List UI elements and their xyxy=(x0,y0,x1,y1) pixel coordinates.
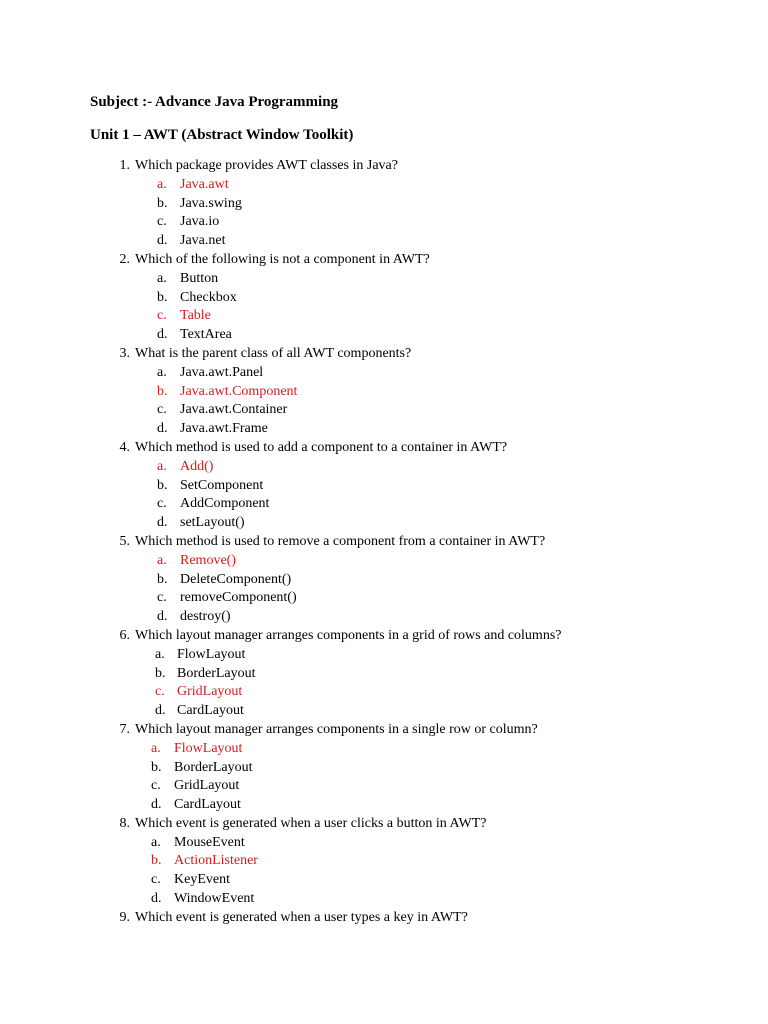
option-text: AddComponent xyxy=(180,496,270,512)
option-text: GridLayout xyxy=(174,778,240,794)
option-text: BorderLayout xyxy=(174,759,253,775)
option-text: CardLayout xyxy=(177,703,244,719)
option-4d xyxy=(0,514,768,533)
option-5b xyxy=(0,571,768,590)
option-8b xyxy=(0,852,768,871)
option-letter: a. xyxy=(151,834,161,850)
option-text: Checkbox xyxy=(180,289,237,305)
option-letter: b. xyxy=(157,571,168,587)
option-letter: c. xyxy=(151,778,161,794)
question-text: Which of the following is not a component in AWT? xyxy=(135,251,430,267)
option-text: Remove() xyxy=(180,552,236,568)
question-text: Which event is generated when a user clicks a button in AWT? xyxy=(135,815,487,831)
option-6d xyxy=(0,702,768,721)
option-text: Java.awt.Frame xyxy=(180,421,268,437)
option-letter: b. xyxy=(157,195,168,211)
option-2c xyxy=(0,307,768,326)
question-text: Which layout manager arranges components in a single row or column? xyxy=(135,721,538,737)
option-1d xyxy=(0,232,768,251)
option-letter: a. xyxy=(155,646,165,662)
option-letter: c. xyxy=(151,872,161,888)
option-text: setLayout() xyxy=(180,515,245,531)
question-number: 1. xyxy=(119,158,130,173)
option-text: Table xyxy=(180,308,211,324)
option-6c xyxy=(0,683,768,702)
question-9 xyxy=(0,909,768,928)
option-1c xyxy=(0,213,768,232)
option-3d xyxy=(0,420,768,439)
option-text: Java.swing xyxy=(180,195,242,211)
option-text: Java.awt xyxy=(180,176,229,192)
option-text: SetComponent xyxy=(180,477,264,493)
question-4 xyxy=(0,439,768,458)
option-letter: a. xyxy=(157,270,167,286)
option-letter: c. xyxy=(157,402,167,418)
option-letter: b. xyxy=(155,665,166,681)
option-text: GridLayout xyxy=(177,684,243,700)
option-5d xyxy=(0,608,768,627)
option-7d xyxy=(0,796,768,815)
question-number: 5. xyxy=(119,533,130,549)
question-3 xyxy=(0,345,768,364)
question-6 xyxy=(0,627,768,646)
option-text: KeyEvent xyxy=(174,872,230,888)
option-letter: b. xyxy=(157,289,168,305)
option-text: WindowEvent xyxy=(174,891,255,907)
question-7 xyxy=(0,721,768,740)
option-5a xyxy=(0,552,768,571)
question-text: Which layout manager arranges components in a grid of rows and columns? xyxy=(135,627,562,643)
option-letter: d. xyxy=(157,233,168,249)
question-text: Which method is used to add a component to a container in AWT? xyxy=(135,439,508,455)
question-number: 9. xyxy=(119,909,130,925)
option-letter: a. xyxy=(151,740,161,756)
option-6a xyxy=(0,646,768,665)
option-letter: c. xyxy=(157,214,167,230)
option-4b xyxy=(0,477,768,496)
option-text: ActionListener xyxy=(174,853,258,869)
unit-heading: Unit 1 – AWT (Abstract Window Toolkit) xyxy=(90,127,354,143)
option-letter: b. xyxy=(157,383,168,399)
option-6b xyxy=(0,665,768,684)
option-3a xyxy=(0,364,768,383)
option-letter: d. xyxy=(157,421,168,437)
option-text: removeComponent() xyxy=(180,590,297,606)
question-1 xyxy=(0,157,768,176)
option-text: Add() xyxy=(180,458,214,474)
question-text: What is the parent class of all AWT components? xyxy=(135,345,412,361)
question-text: Which package provides AWT classes in Java? xyxy=(135,158,398,173)
option-2a xyxy=(0,270,768,289)
option-text: CardLayout xyxy=(174,797,241,813)
option-letter: b. xyxy=(157,477,168,493)
option-4a xyxy=(0,458,768,477)
option-letter: c. xyxy=(157,496,167,512)
option-7c xyxy=(0,777,768,796)
option-text: Java.io xyxy=(180,214,220,230)
option-letter: d. xyxy=(157,327,168,343)
option-letter: b. xyxy=(151,759,162,775)
option-letter: d. xyxy=(151,891,162,907)
option-1a xyxy=(0,176,768,195)
option-8d xyxy=(0,890,768,909)
question-text: Which method is used to remove a component from a container in AWT? xyxy=(135,533,546,549)
option-letter: d. xyxy=(155,703,166,719)
question-5 xyxy=(0,533,768,552)
option-text: MouseEvent xyxy=(174,834,245,850)
question-number: 3. xyxy=(119,345,130,361)
option-4c xyxy=(0,495,768,514)
question-number: 7. xyxy=(119,721,130,737)
option-text: DeleteComponent() xyxy=(180,571,292,587)
option-letter: a. xyxy=(157,458,167,474)
option-text: FlowLayout xyxy=(177,646,246,662)
option-letter: c. xyxy=(155,684,165,700)
option-7a xyxy=(0,740,768,759)
option-7b xyxy=(0,759,768,778)
option-letter: d. xyxy=(157,609,168,625)
question-text: Which event is generated when a user types a key in AWT? xyxy=(135,909,468,925)
option-3b xyxy=(0,383,768,402)
question-number: 4. xyxy=(119,439,130,455)
option-letter: a. xyxy=(157,364,167,380)
option-2d xyxy=(0,326,768,345)
question-number: 2. xyxy=(119,251,130,267)
option-8c xyxy=(0,871,768,890)
option-8a xyxy=(0,834,768,853)
option-5c xyxy=(0,589,768,608)
option-text: Java.net xyxy=(180,233,226,249)
option-2b xyxy=(0,289,768,308)
subject-heading: Subject :- Advance Java Programming xyxy=(90,94,339,110)
option-text: destroy() xyxy=(180,609,231,625)
option-letter: c. xyxy=(157,308,167,324)
option-letter: d. xyxy=(157,515,168,531)
option-text: Java.awt.Container xyxy=(180,402,288,418)
option-text: FlowLayout xyxy=(174,740,243,756)
option-text: TextArea xyxy=(180,327,232,343)
option-letter: a. xyxy=(157,176,167,192)
question-list xyxy=(0,157,768,928)
question-8 xyxy=(0,815,768,834)
question-2 xyxy=(0,251,768,270)
option-text: Java.awt.Component xyxy=(180,383,298,399)
option-1b xyxy=(0,195,768,214)
option-letter: a. xyxy=(157,552,167,568)
question-number: 8. xyxy=(119,815,130,831)
option-text: BorderLayout xyxy=(177,665,256,681)
option-text: Button xyxy=(180,270,219,286)
option-text: Java.awt.Panel xyxy=(180,364,264,380)
option-letter: b. xyxy=(151,853,162,869)
option-letter: c. xyxy=(157,590,167,606)
option-3c xyxy=(0,401,768,420)
option-letter: d. xyxy=(151,797,162,813)
question-number: 6. xyxy=(119,627,130,643)
